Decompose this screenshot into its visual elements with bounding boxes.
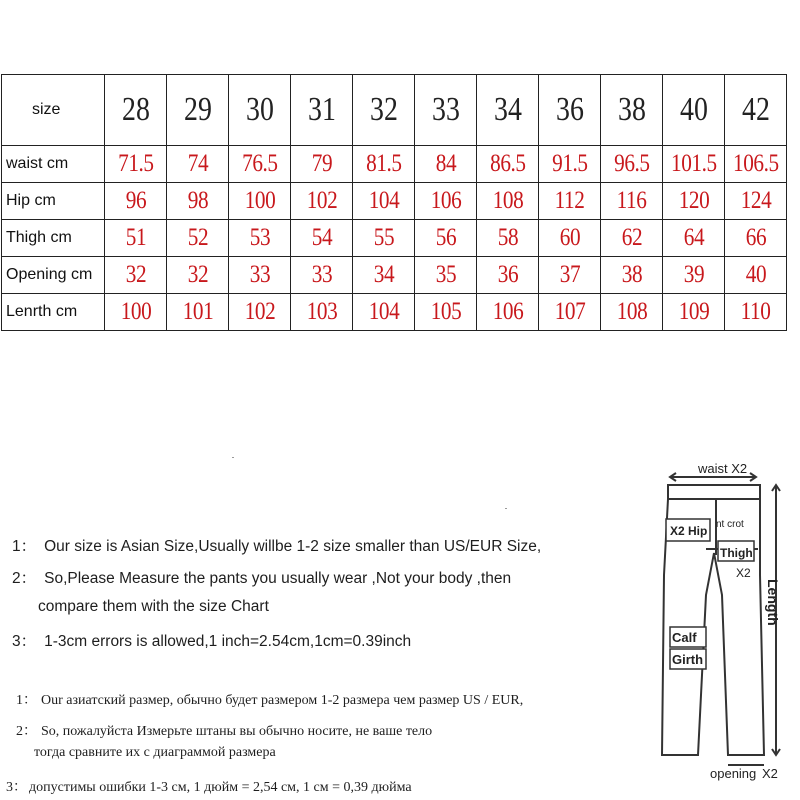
value-cell <box>353 146 415 183</box>
value-cell <box>105 220 167 257</box>
value-cell <box>229 146 291 183</box>
value-text: 33 <box>249 261 270 288</box>
value-cell <box>291 220 353 257</box>
value-cell <box>415 220 477 257</box>
value-text: 108 <box>492 187 523 214</box>
value-cell <box>725 257 787 294</box>
size-cell: 38 <box>606 75 657 146</box>
value-cell <box>353 220 415 257</box>
pants-measurement-diagram <box>640 455 800 795</box>
value-cell <box>725 146 787 183</box>
row-label: size <box>2 75 105 146</box>
value-text: 110 <box>740 298 771 325</box>
value-text: 101 <box>182 298 213 325</box>
value-text: 106.5 <box>732 150 779 177</box>
value-cell <box>167 220 229 257</box>
value-cell <box>725 294 787 331</box>
measurement-row <box>2 257 787 294</box>
value-text: 109 <box>678 298 709 325</box>
size-cell: 40 <box>668 75 719 146</box>
value-cell <box>105 257 167 294</box>
value-text: 105 <box>430 298 461 325</box>
value-cell <box>415 294 477 331</box>
value-cell <box>477 183 539 220</box>
row-label: Hip cm <box>2 183 105 220</box>
value-text: 53 <box>249 224 270 251</box>
value-text: 104 <box>368 187 399 214</box>
value-cell <box>539 220 601 257</box>
value-cell <box>663 294 725 331</box>
value-cell <box>167 294 229 331</box>
value-text: 120 <box>678 187 709 214</box>
thigh-label: Thigh <box>720 546 753 560</box>
value-cell <box>601 183 663 220</box>
value-cell <box>229 183 291 220</box>
value-cell <box>229 257 291 294</box>
value-cell <box>601 220 663 257</box>
size-header-row <box>2 75 787 146</box>
opening-x2-label: X2 <box>762 766 778 781</box>
value-text: 76.5 <box>241 150 278 177</box>
size-cell: 28 <box>110 75 161 146</box>
value-text: 34 <box>373 261 394 288</box>
value-cell <box>353 183 415 220</box>
note-en-3: 3： 1-3cm errors is allowed,1 inch=2.54cm,1cm=0.39inch <box>12 633 412 650</box>
value-cell <box>229 220 291 257</box>
value-text: 96 <box>125 187 146 214</box>
stray-dot <box>232 457 234 458</box>
measurement-row <box>2 220 787 257</box>
value-cell <box>539 294 601 331</box>
value-text: 55 <box>373 224 394 251</box>
value-cell <box>167 183 229 220</box>
value-text: 66 <box>745 224 766 251</box>
value-text: 103 <box>306 298 337 325</box>
size-cell: 30 <box>234 75 285 146</box>
value-cell <box>663 183 725 220</box>
measurement-row <box>2 183 787 220</box>
value-cell <box>415 257 477 294</box>
value-text: 86.5 <box>489 150 526 177</box>
size-cell: 33 <box>420 75 471 146</box>
note-en-2: 2： So,Please Measure the pants you usually wear ,Not your body ,then <box>12 570 512 587</box>
value-cell <box>291 294 353 331</box>
size-cell: 42 <box>730 75 781 146</box>
value-cell <box>539 257 601 294</box>
value-cell <box>353 257 415 294</box>
value-cell <box>291 183 353 220</box>
row-label: Lenrth cm <box>2 294 105 331</box>
value-text: 108 <box>616 298 647 325</box>
value-text: 52 <box>187 224 208 251</box>
value-cell <box>291 257 353 294</box>
value-text: 124 <box>740 187 771 214</box>
value-cell <box>229 294 291 331</box>
value-cell <box>663 257 725 294</box>
value-cell <box>725 220 787 257</box>
value-text: 100 <box>244 187 275 214</box>
value-text: 84 <box>435 150 456 177</box>
row-label: Opening cm <box>2 257 105 294</box>
value-cell <box>539 146 601 183</box>
row-label: Thigh cm <box>2 220 105 257</box>
value-text: 79 <box>311 150 332 177</box>
size-cell: 31 <box>296 75 347 146</box>
calf-label: Calf <box>672 630 697 645</box>
value-text: 100 <box>120 298 151 325</box>
size-cell: 34 <box>482 75 533 146</box>
value-cell <box>105 294 167 331</box>
opening-label: opening <box>710 766 757 781</box>
front-crotch-label: nt crot <box>716 519 744 530</box>
value-cell <box>663 146 725 183</box>
value-text: 91.5 <box>551 150 588 177</box>
value-text: 36 <box>497 261 518 288</box>
note-ru-3: 3： допустимы ошибки 1-3 см, 1 дюйм = 2,54 см, 1 см = 0,39 дюйма <box>6 780 412 795</box>
value-text: 106 <box>430 187 461 214</box>
value-text: 74 <box>187 150 208 177</box>
value-text: 39 <box>683 261 704 288</box>
value-text: 102 <box>244 298 275 325</box>
value-cell <box>663 220 725 257</box>
value-cell <box>353 294 415 331</box>
value-cell <box>477 294 539 331</box>
value-cell <box>601 146 663 183</box>
value-text: 32 <box>125 261 146 288</box>
length-label: Length <box>765 579 781 626</box>
value-cell <box>167 146 229 183</box>
value-text: 107 <box>554 298 585 325</box>
value-text: 32 <box>187 261 208 288</box>
value-cell <box>105 183 167 220</box>
value-text: 58 <box>497 224 518 251</box>
value-text: 37 <box>559 261 580 288</box>
value-cell <box>415 183 477 220</box>
value-text: 62 <box>621 224 642 251</box>
value-text: 106 <box>492 298 523 325</box>
value-text: 33 <box>311 261 332 288</box>
measurement-row <box>2 294 787 331</box>
value-text: 112 <box>554 187 585 214</box>
stray-dot <box>505 508 507 509</box>
note-ru-2: 2： So, пожалуйста Измерьте штаны вы обычно носите, не ваше тело <box>16 724 433 739</box>
hip-label: X2 Hip <box>670 524 708 538</box>
value-text: 96.5 <box>613 150 650 177</box>
value-cell <box>477 146 539 183</box>
value-cell <box>291 146 353 183</box>
value-cell <box>415 146 477 183</box>
value-cell <box>477 220 539 257</box>
waist-label: waist X2 <box>698 461 748 476</box>
value-text: 104 <box>368 298 399 325</box>
value-text: 40 <box>745 261 766 288</box>
size-cell: 36 <box>544 75 595 146</box>
size-cell: 29 <box>172 75 223 146</box>
value-text: 54 <box>311 224 332 251</box>
note-ru-1: 1： Our азиатский размер, обычно будет размером 1-2 размера чем размер US / EUR, <box>16 693 524 708</box>
size-cell: 32 <box>358 75 409 146</box>
value-text: 38 <box>621 261 642 288</box>
value-text: 60 <box>559 224 580 251</box>
value-text: 101.5 <box>670 150 717 177</box>
value-cell <box>539 183 601 220</box>
value-cell <box>105 146 167 183</box>
value-text: 51 <box>125 224 146 251</box>
thigh-x2-label: X2 <box>736 566 751 580</box>
girth-label: Girth <box>672 652 704 667</box>
value-text: 98 <box>187 187 208 214</box>
value-text: 35 <box>435 261 456 288</box>
value-cell <box>601 294 663 331</box>
waistband <box>668 485 760 499</box>
value-cell <box>601 257 663 294</box>
value-text: 64 <box>683 224 704 251</box>
value-cell <box>167 257 229 294</box>
row-label: waist cm <box>2 146 105 183</box>
value-text: 102 <box>306 187 337 214</box>
note-en-2-continued: compare them with the size Chart <box>38 598 269 615</box>
size-chart-table <box>1 74 787 331</box>
value-cell <box>725 183 787 220</box>
value-text: 116 <box>616 187 647 214</box>
value-text: 56 <box>435 224 456 251</box>
measurement-row <box>2 146 787 183</box>
note-ru-2-continued: тогда сравните их с диаграммой размера <box>34 745 276 760</box>
note-en-1: 1： Our size is Asian Size,Usually willbe 1-2 size smaller than US/EUR Size, <box>12 538 542 555</box>
value-text: 71.5 <box>117 150 154 177</box>
value-text: 81.5 <box>365 150 402 177</box>
value-cell <box>477 257 539 294</box>
